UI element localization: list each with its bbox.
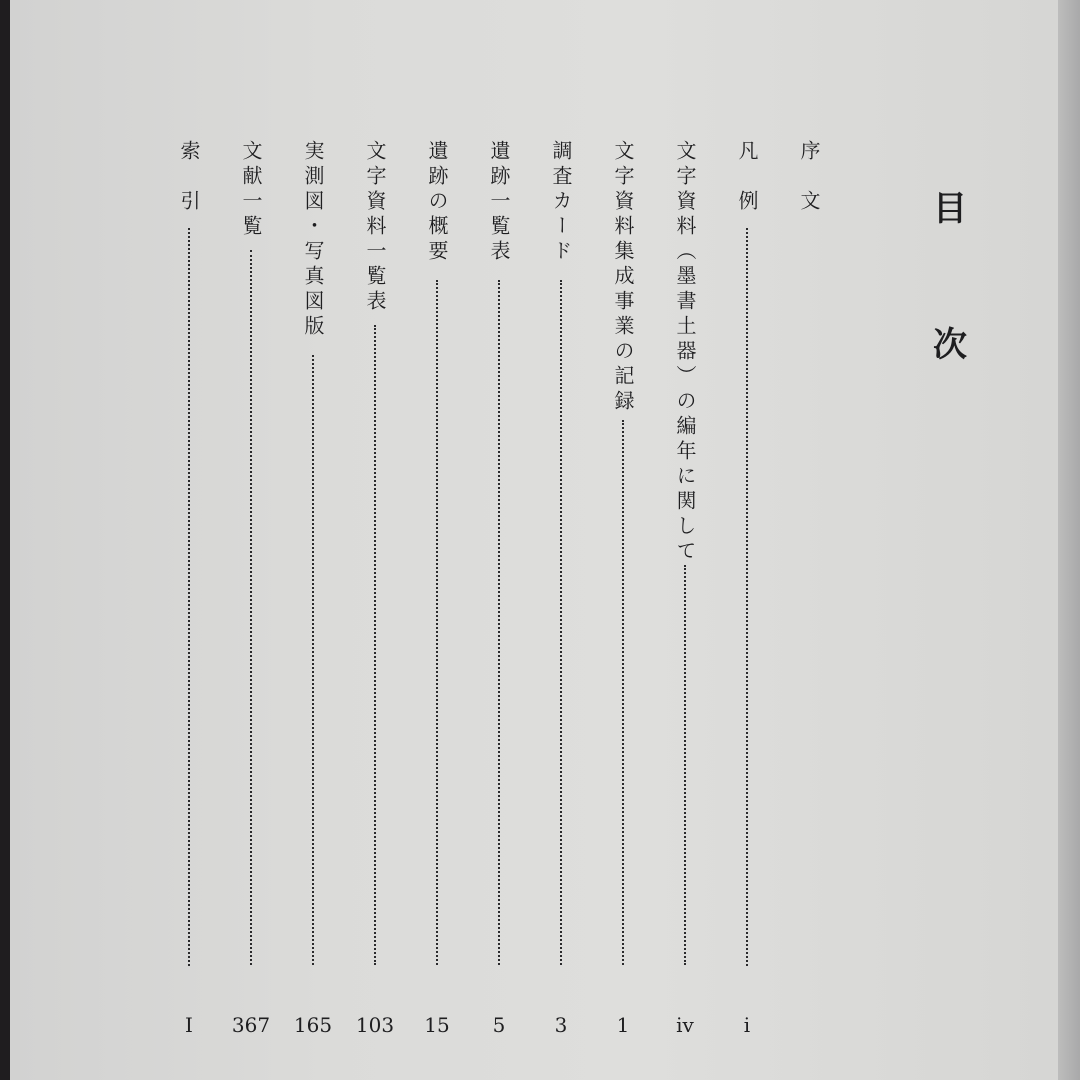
toc-entry [355,140,395,1080]
toc-entry-label: 文字資料（墨書土器）の編年に関して [673,140,697,565]
toc-page-number: 3 [554,1013,568,1037]
toc-entry [606,140,640,1080]
document-page [10,0,1058,1080]
toc-entry [231,140,271,1080]
toc-entry [668,140,702,1080]
toc-page-number: 367 [231,1013,271,1037]
leader-dots [684,565,686,965]
leader-dots [374,325,376,965]
toc-page-number: 15 [424,1013,450,1037]
toc-entry-label: 文字資料集成事業の記録 [611,140,635,415]
leader-dots [188,228,190,966]
toc-entry-label: 凡 例 [735,140,759,215]
leader-dots [746,228,748,966]
toc-entry-label: 遺跡一覧表 [487,140,511,265]
leader-dots [250,250,252,965]
page-edge [1058,0,1080,1080]
toc-page-number: i [743,1013,751,1037]
toc-page-number: iv [676,1013,694,1037]
toc-entry [730,140,764,1080]
toc-page-number: 5 [492,1013,506,1037]
toc-entry-label: 調査カード [549,140,573,265]
leader-dots [622,420,624,965]
leader-dots [560,280,562,965]
leader-dots [498,280,500,965]
toc-title-char-1: 目 [933,189,967,229]
toc-entry-label: 遺跡の概要 [425,140,449,265]
toc-page-number: 1 [616,1013,630,1037]
toc-page-number: 165 [293,1013,333,1037]
toc-entry [544,140,578,1080]
toc-entry-label: 序 文 [797,140,821,215]
toc-entry-label: 文献一覧 [239,140,263,240]
toc-entry [293,140,333,1080]
toc-entry [420,140,454,1080]
leader-dots [436,280,438,965]
toc-entry [482,140,516,1080]
toc-entry-label: 文字資料一覧表 [363,140,387,315]
leader-dots [312,355,314,965]
toc-page-number: I [185,1013,193,1037]
toc-entry-label: 索 引 [177,140,201,215]
toc-entry-label: 実測図・写真図版 [301,140,325,340]
toc-page-number: 103 [355,1013,395,1037]
toc-title-char-2: 次 [933,325,967,365]
toc-entry [172,140,206,1080]
toc-entry [792,140,826,1080]
